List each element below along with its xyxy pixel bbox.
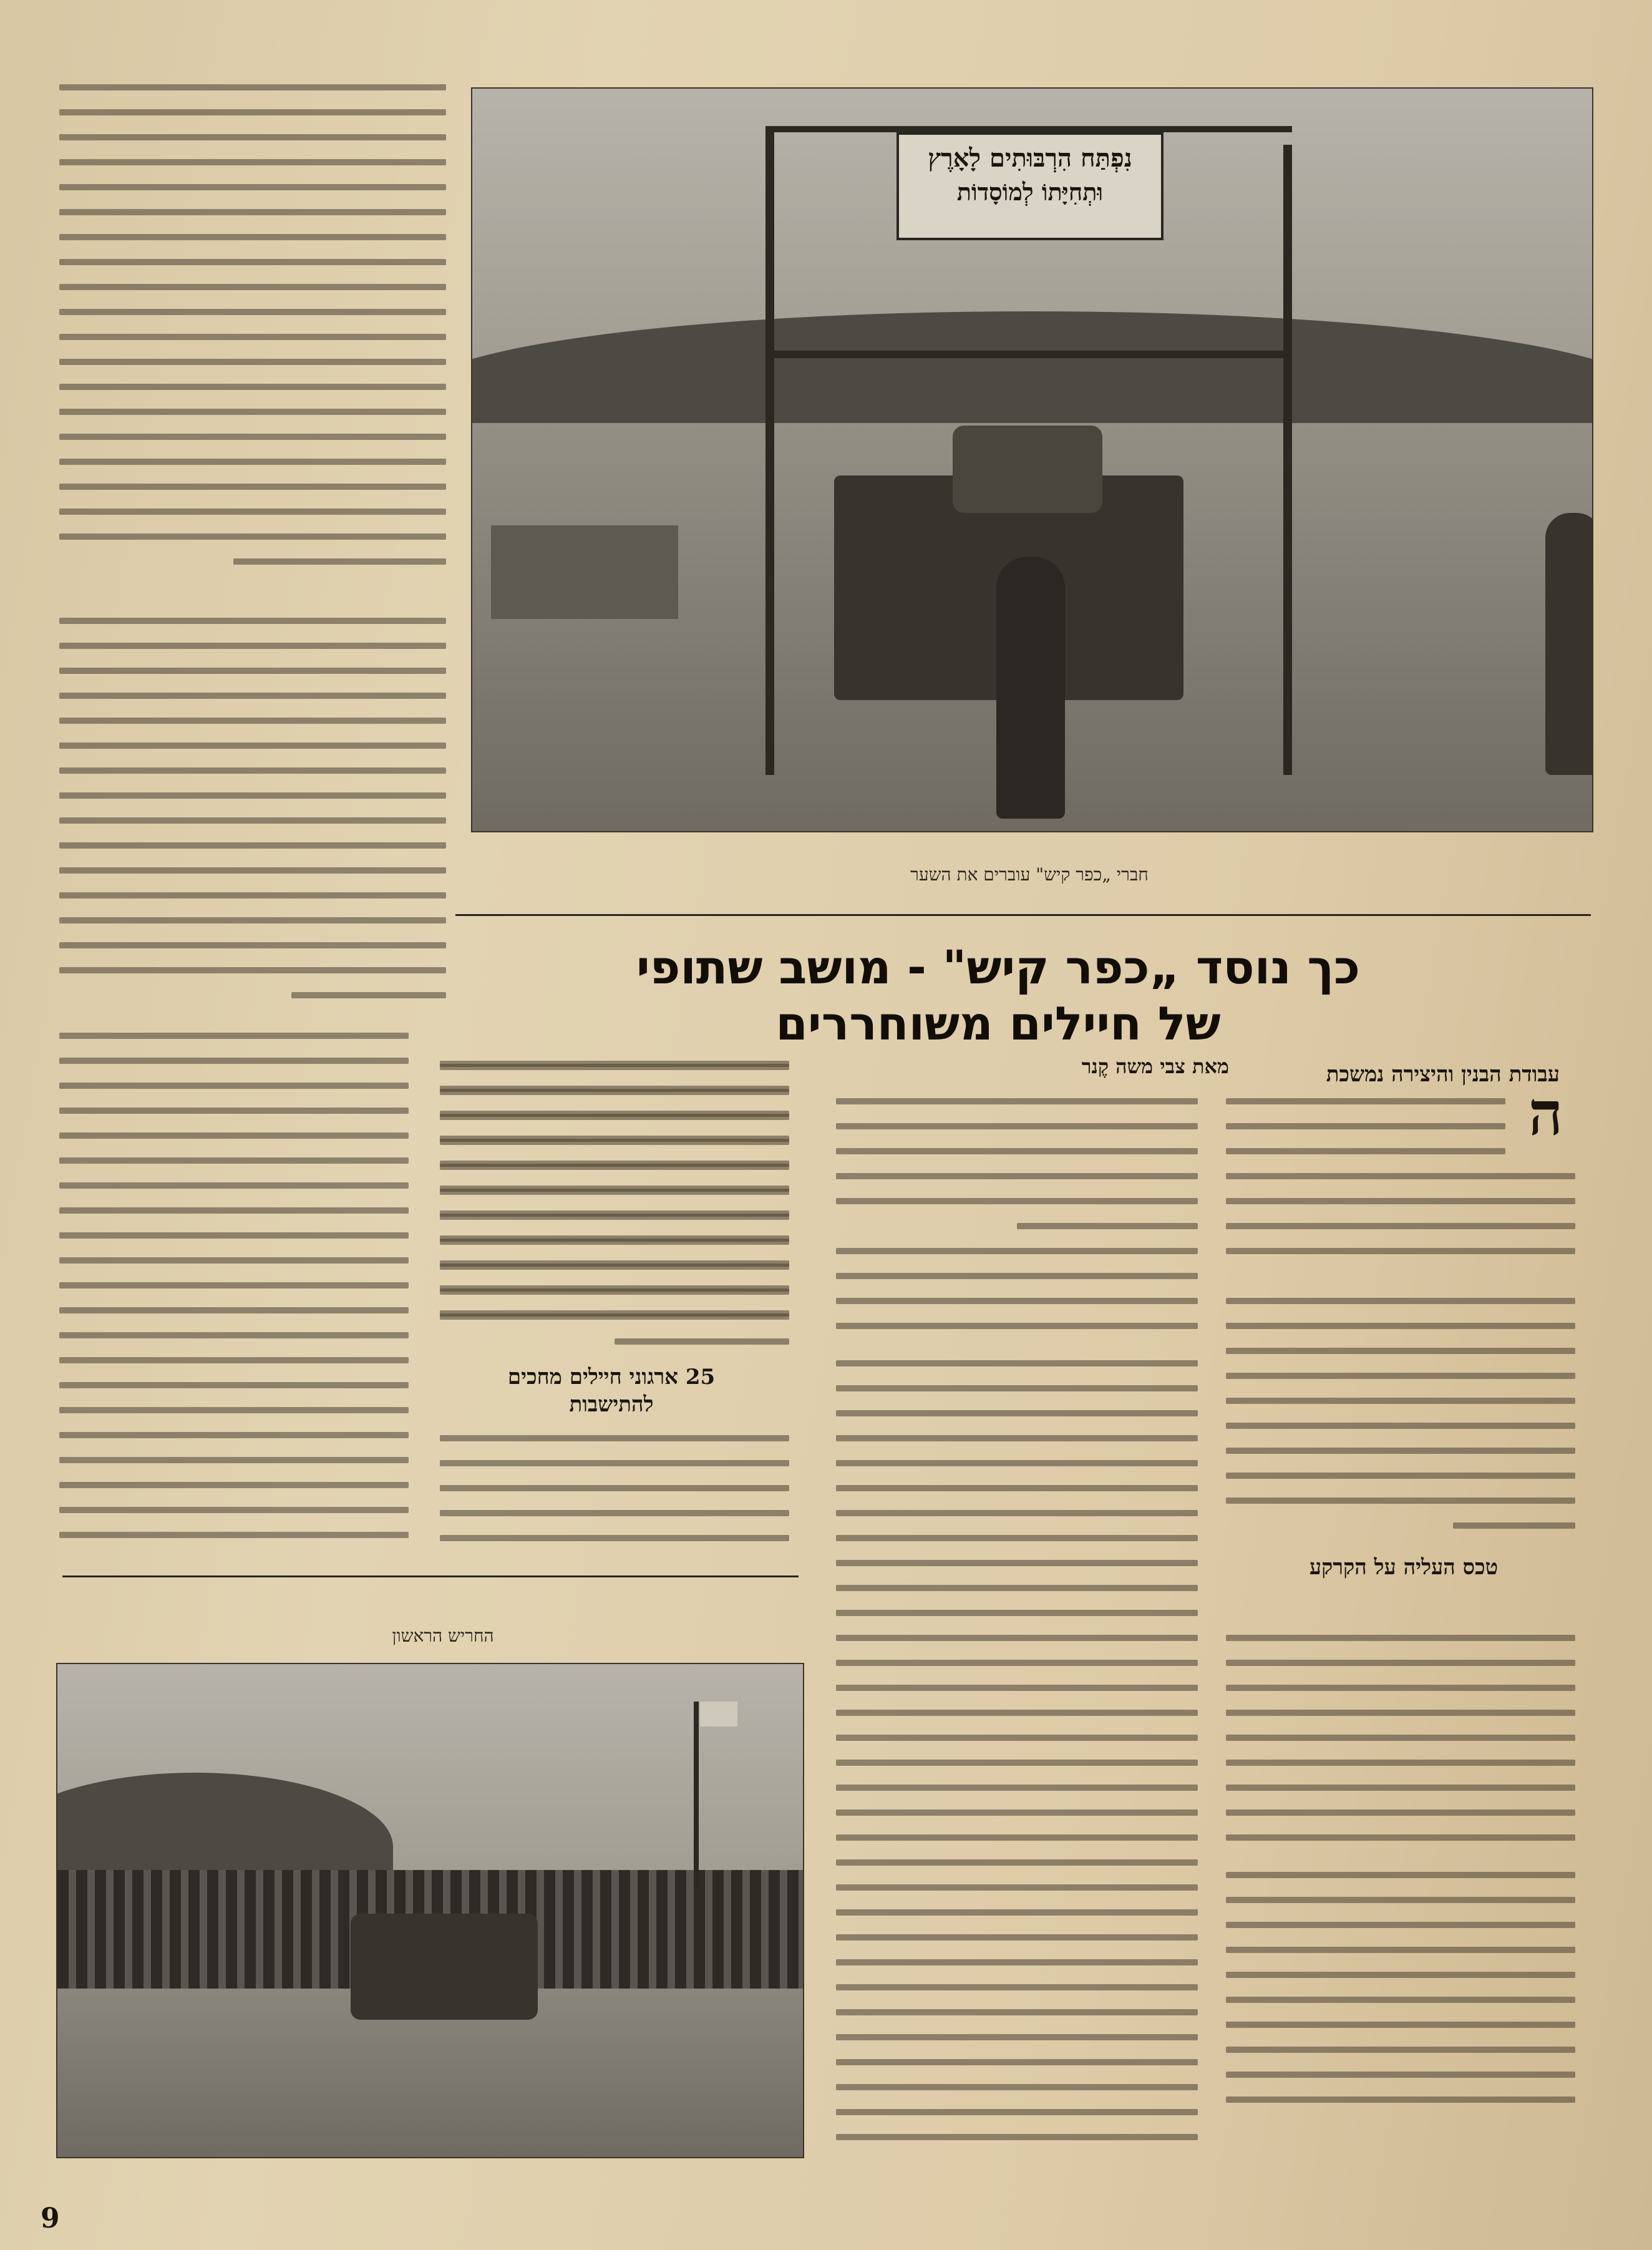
byline: מאת צבי משה קֶנר — [1081, 1054, 1229, 1078]
text-column-middle-after-subhead — [440, 1435, 789, 1579]
person-foreground — [996, 557, 1065, 819]
text-column-left-top — [59, 84, 446, 608]
subhead-organizations — [437, 1363, 786, 1418]
headline-line1: כך נוסד „כפר קיש" - מושב שתופי — [636, 941, 1361, 995]
gate-sign-line1: נִפְתַּח הִרְבּוּתִים לָאָרֶץ — [928, 144, 1132, 173]
gate-post-left — [765, 126, 774, 775]
photo-plough — [56, 1663, 804, 2158]
gate-topbar — [765, 126, 1292, 132]
photo-plough-caption: החריש הראשון — [392, 1625, 494, 1646]
gate-sign-line2: וּתְחִיָּתוֹ לְמוֹסָדוֹת — [956, 178, 1104, 206]
subhead-building: עבודת הבנין והיצירה נמשכת — [1326, 1062, 1560, 1087]
section-rule-bottom — [62, 1575, 799, 1577]
barn — [491, 525, 678, 619]
subhead-ascent: טכס העליה על הקרקע — [1309, 1555, 1499, 1580]
drop-cap: ה — [1528, 1078, 1563, 1149]
tractor — [351, 1914, 538, 2020]
text-column-middle — [440, 1061, 789, 1354]
flag — [700, 1702, 737, 1726]
subhead-organizations-line1: 25 ארגוני חיילים מחכים — [507, 1365, 716, 1390]
text-column-right — [1226, 1098, 1575, 2115]
section-rule — [455, 914, 1591, 916]
text-column-left-middle — [59, 618, 446, 1023]
truck-cab — [953, 426, 1102, 513]
headline-line2: של חיילים משוחררים — [775, 997, 1221, 1051]
page-number: 9 — [41, 2203, 60, 2234]
text-column-center — [836, 1098, 1198, 2159]
photo-gate-caption: חברי „כפר קיש" עוברים את השער — [910, 864, 1149, 885]
person-walking — [1545, 513, 1593, 775]
gate-sign — [896, 132, 1164, 240]
gate-post-right — [1283, 145, 1292, 775]
flag-pole — [694, 1702, 699, 1889]
subhead-organizations-line2: להתישבות — [569, 1392, 654, 1417]
gate-crossbar — [765, 351, 1292, 358]
photo-gate — [471, 87, 1593, 832]
